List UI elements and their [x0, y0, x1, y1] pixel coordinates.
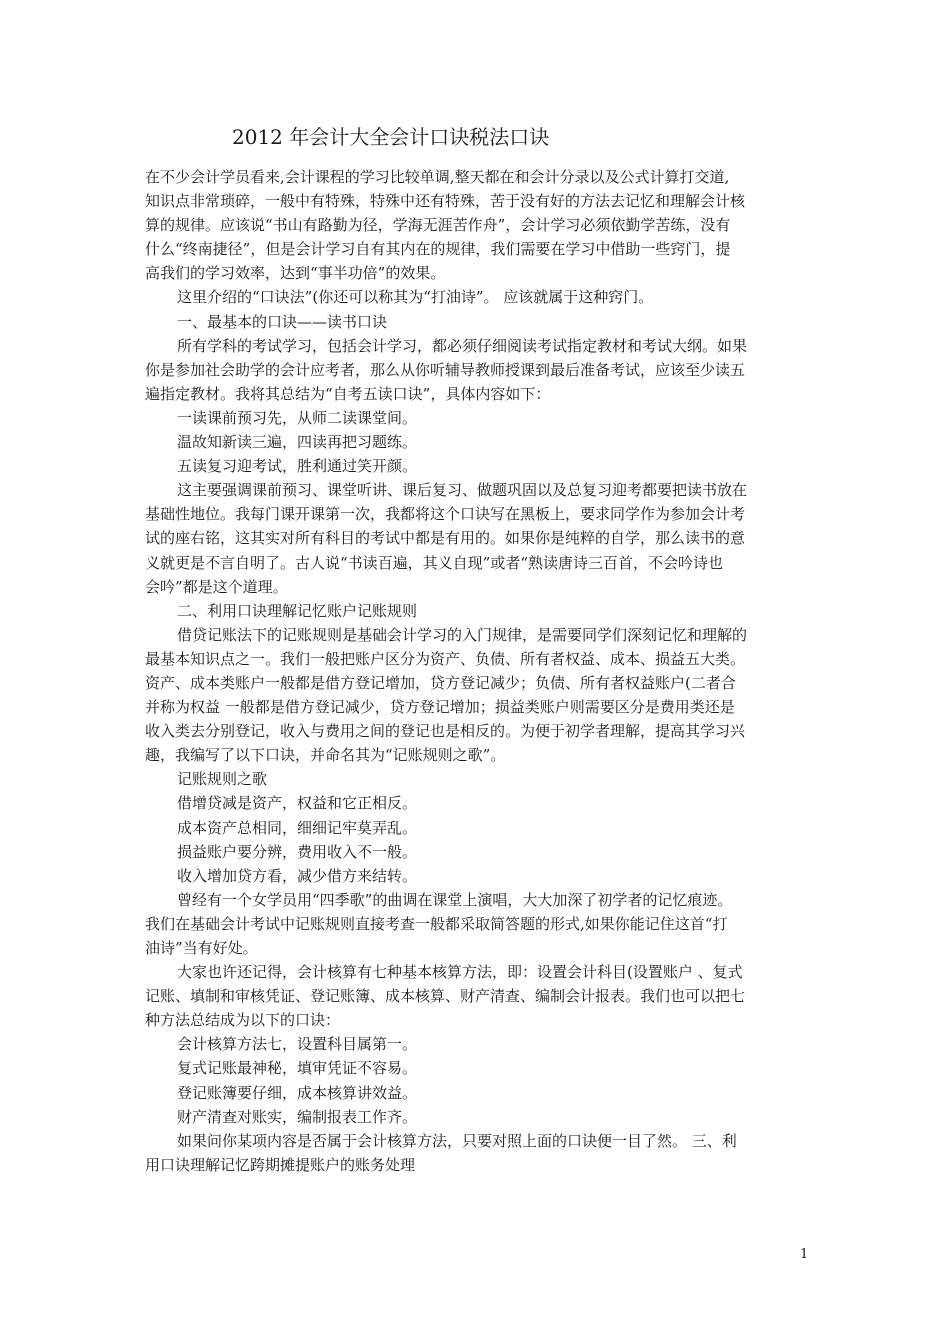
text-line: 知识点非常琐碎，一般中有特殊，特殊中还有特殊，苦于没有好的方法去记忆和理解会计核	[145, 192, 746, 211]
text-line: 义就更是不言自明了。古人说“书读百遍，其义自现”或者“熟读唐诗三百首，不会吟诗也	[145, 553, 724, 572]
text-line: 记账、填制和审核凭证、登记账簿、成本核算、财产清查、编制会计报表。我们也可以把七	[145, 987, 746, 1006]
text-line: 遍指定教材。我将其总结为“自考五读口诀”，具体内容如下：	[145, 384, 551, 403]
text-line: 基础性地位。我每门课开课第一次，我都将这个口诀写在黑板上，要求同学作为参加会计考	[145, 505, 746, 524]
text-line: 我们在基础会计考试中记账规则直接考查一般都采取简答题的形式,如果你能记住这首“打	[145, 914, 728, 933]
text-line: 算的规律。应该说“书山有路勤为径，学海无涯苦作舟”，会计学习必须依勤学苦练，没有	[145, 216, 731, 235]
text-line: 一、最基本的口诀——读书口诀	[177, 312, 388, 331]
document-title: 2012 年会计大全会计口诀税法口诀	[232, 125, 550, 149]
text-line: 如果问你某项内容是否属于会计核算方法，只要对照上面的口诀便一目了然。 三、利	[177, 1131, 737, 1150]
text-line: 种方法总结成为以下的口诀：	[145, 1011, 341, 1030]
text-line: 这主要强调课前预习、课堂听讲、课后复习、做题巩固以及总复习迎考都要把读书放在	[177, 481, 748, 500]
text-line: 记账规则之歌	[177, 770, 268, 789]
text-line: 会吟”都是这个道理。	[145, 577, 288, 596]
text-line: 收入类去分别登记，收入与费用之间的登记也是相反的。为便于初学者理解，提高其学习兴	[145, 722, 746, 741]
text-line: 油诗”当有好处。	[145, 939, 258, 957]
text-line: 大家也许还记得，会计核算有七种基本核算方法，即：设置会计科目(设置账户 、复式	[177, 963, 743, 982]
text-line: 借贷记账法下的记账规则是基础会计学习的入门规律，是需要同学们深刻记忆和理解的	[177, 625, 748, 644]
text-line: 五读复习迎考试，胜利通过笑开颜。	[177, 457, 418, 476]
page-number: 1	[800, 1247, 809, 1262]
text-line: 资产、成本类账户一般都是借方登记增加，贷方登记减少；负债、所有者权益账户(二者合	[145, 673, 736, 692]
text-line: 这里介绍的“口诀法”(你还可以称其为“打油诗”。 应该就属于这种窍门。	[177, 288, 654, 307]
text-line: 在不少会计学员看来,会计课程的学习比较单调,整天都在和会计分录以及公式计算打交道,	[145, 168, 730, 186]
text-line: 借增贷减是资产，权益和它正相反。	[177, 794, 418, 813]
text-line: 复式记账最神秘，填审凭证不容易。	[177, 1059, 418, 1078]
text-line: 成本资产总相同，细细记牢莫弄乱。	[177, 818, 418, 837]
text-line: 二、利用口诀理解记忆账户记账规则	[177, 601, 418, 620]
text-line: 并称为权益 一般都是借方登记减少，贷方登记增加；损益类账户则需要区分是费用类还是	[145, 698, 735, 717]
text-line: 你是参加社会助学的会计应考者，那么从你听辅导教师授课到最后准备考试，应该至少读五	[145, 360, 746, 379]
text-line: 试的座右铭，这其实对所有科目的考试中都是有用的。如果你是纯粹的自学，那么读书的意	[145, 529, 746, 548]
text-line: 登记账簿要仔细，成本核算讲效益。	[177, 1083, 418, 1102]
text-line: 温故知新读三遍，四读再把习题练。	[177, 433, 418, 452]
text-line: 财产清查对账实，编制报表工作齐。	[177, 1107, 418, 1126]
text-line: 趣，我编写了以下口诀，并命名其为“记账规则之歌”。	[145, 746, 506, 765]
text-line: 会计核算方法七，设置科目属第一。	[177, 1035, 418, 1054]
text-line: 高我们的学习效率，达到“事半功倍”的效果。	[145, 264, 446, 283]
text-line: 用口诀理解记忆跨期摊提账户的账务处理	[145, 1155, 416, 1174]
text-line: 收入增加贷方看，减少借方来结转。	[177, 866, 418, 885]
text-line: 曾经有一个女学员用“四季歌”的曲调在课堂上演唱，大大加深了初学者的记忆痕迹。	[177, 890, 733, 909]
text-line: 损益账户要分辨，费用收入不一般。	[177, 842, 418, 861]
text-line: 最基本知识点之一。我们一般把账户区分为资产、负债、所有者权益、成本、损益五大类。	[145, 649, 746, 668]
document-body	[145, 165, 808, 1177]
text-line: 什么“终南捷径”，但是会计学习自有其内在的规律，我们需要在学习中借助一些窍门，提	[145, 240, 731, 259]
text-line: 所有学科的考试学习，包括会计学习，都必须仔细阅读考试指定教材和考试大纲。如果	[177, 336, 748, 355]
text-line: 一读课前预习先，从师二读课堂间。	[177, 408, 418, 427]
